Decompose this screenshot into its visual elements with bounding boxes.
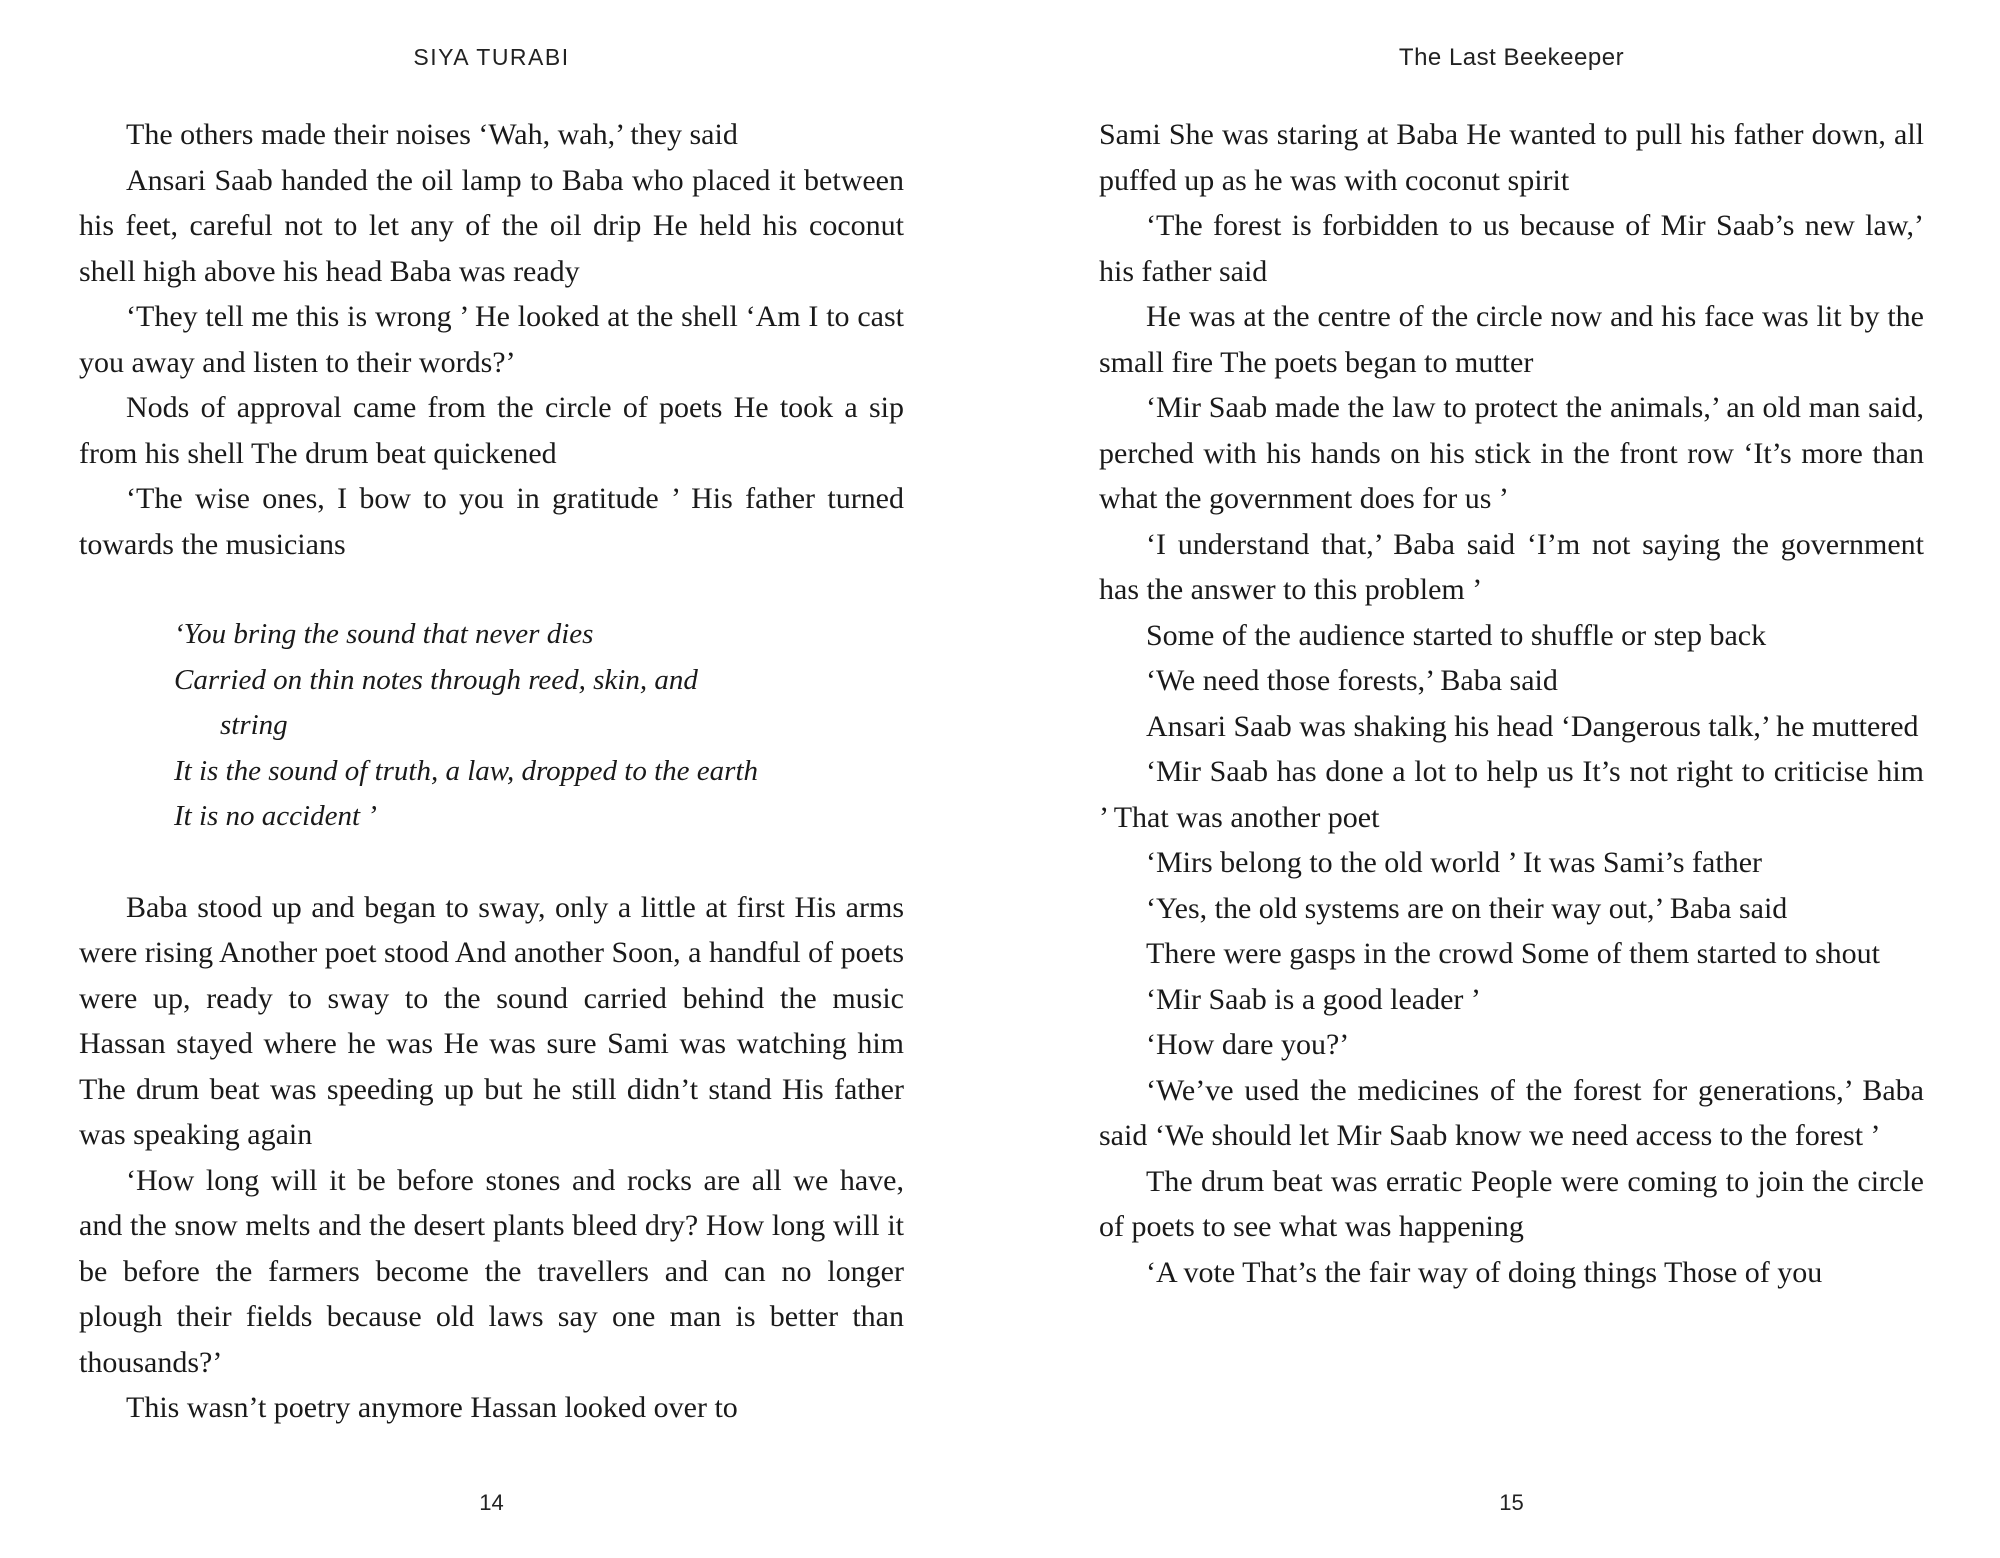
verse-line: ‘You bring the sound that never dies: [174, 618, 594, 650]
verse-line: Carried on thin notes through reed, skin, and: [174, 663, 698, 696]
left-page: [79, 0, 904, 1558]
paragraph: ‘The forest is forbidden to us because of Mir Saab’s new law,’ his father said: [1099, 209, 1924, 288]
paragraph: ‘A vote That’s the fair way of doing things Those of you: [1146, 1255, 1823, 1289]
verse-line: It is no accident ’: [174, 800, 377, 832]
paragraph: The drum beat was erratic People were coming to join the circle of poets to see what was happening: [1099, 1164, 1924, 1243]
paragraph: ‘Mir Saab has done a lot to help us It’s not right to criticise him ’ That was another poet: [1099, 755, 1924, 834]
running-head-author: SIYA TURABI: [413, 44, 570, 70]
paragraph: ‘How long will it be before stones and rocks are all we have, and the snow melts and the desert plants bleed dry? How long will it be before the farmers become the travellers and can no longer plough their fields because old laws say one man is better than thousands?’: [79, 1163, 904, 1379]
paragraph: Ansari Saab was shaking his head ‘Dangerous talk,’ he muttered: [1146, 709, 1919, 743]
page-number: 15: [1499, 1490, 1524, 1515]
paragraph: ‘How dare you?’: [1146, 1028, 1350, 1061]
right-page-body: [1099, 112, 1924, 1295]
paragraph: ‘Mir Saab made the law to protect the animals,’ an old man said, perched with his hands on his stick in the front row ‘It’s more than what the government does for us ’: [1099, 391, 1924, 515]
paragraph: ‘Yes, the old systems are on their way out,’ Baba said: [1146, 891, 1788, 925]
paragraph: Baba stood up and began to sway, only a little at first His arms were rising Another poet stood And another Soon, a handful of poets were up, ready to sway to the sound carried behind the music Hassan stayed where he was He was sure Sami was watching him The drum beat was speeding up but he still didn’t stand His father was speaking again: [79, 890, 904, 1151]
running-head-title: The Last Beekeeper: [1398, 44, 1625, 71]
paragraph: Some of the audience started to shuffle or step back: [1146, 618, 1767, 652]
paragraph: ‘They tell me this is wrong ’ He looked at the shell ‘Am I to cast you away and listen to their words?’: [79, 300, 904, 379]
paragraph: ‘Mir Saab is a good leader ’: [1146, 982, 1481, 1016]
paragraph: There were gasps in the crowd Some of them started to shout: [1146, 937, 1880, 970]
page-number: 14: [479, 1490, 504, 1515]
verse-block: [174, 612, 904, 840]
verse-line-continuation: string: [220, 709, 288, 741]
paragraph: This wasn’t poetry anymore Hassan looked over to: [126, 1391, 738, 1424]
paragraph: The others made their noises ‘Wah, wah,’ they said: [126, 118, 738, 151]
left-page-body: [79, 112, 904, 1431]
paragraph: He was at the centre of the circle now and his face was lit by the small fire The poets began to mutter: [1099, 300, 1924, 379]
paragraph: Nods of approval came from the circle of poets He took a sip from his shell The drum beat quickened: [79, 391, 904, 470]
paragraph: ‘I understand that,’ Baba said ‘I’m not saying the government has the answer to this problem ’: [1099, 527, 1924, 606]
paragraph: ‘We’ve used the medicines of the forest for generations,’ Baba said ‘We should let Mir Saab know we need access to the forest ’: [1099, 1073, 1924, 1152]
paragraph: ‘The wise ones, I bow to you in gratitude ’ His father turned towards the musicians: [79, 482, 904, 561]
verse-line: It is the sound of truth, a law, dropped to the earth: [174, 754, 759, 787]
right-page: [1099, 0, 1924, 1558]
paragraph: ‘We need those forests,’ Baba said: [1146, 664, 1558, 697]
continued-paragraph: Sami She was staring at Baba He wanted to pull his father down, all puffed up as he was with coconut spirit: [1099, 118, 1924, 197]
paragraph: Ansari Saab handed the oil lamp to Baba who placed it between his feet, careful not to let any of the oil drip He held his coconut shell high above his head Baba was ready: [79, 163, 904, 288]
paragraph: ‘Mirs belong to the old world ’ It was Sami’s father: [1146, 846, 1762, 879]
